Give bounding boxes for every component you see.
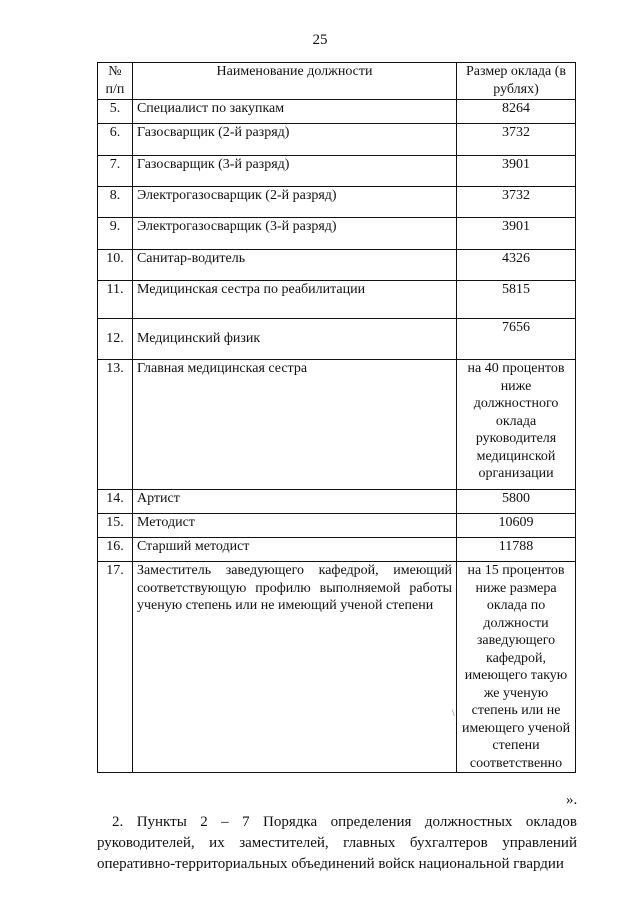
row-salary: 5815 bbox=[457, 281, 576, 319]
row-number: 8. bbox=[98, 187, 133, 218]
table-row bbox=[98, 281, 576, 319]
row-number: 5. bbox=[98, 100, 133, 124]
table-row bbox=[98, 514, 576, 538]
body-paragraph: 2. Пункты 2 – 7 Порядка определения должностных окладов руководителей, их заместителей, главных бухгалтеров управлений оперативно-территориальных объединений войск национальной гвардии bbox=[97, 814, 577, 872]
row-salary: 3732 bbox=[457, 124, 576, 156]
row-position: Медицинская сестра по реабилитации bbox=[132, 281, 456, 319]
table-row bbox=[98, 360, 576, 490]
header-salary: Размер оклада (в рублях) bbox=[457, 63, 576, 100]
table-row bbox=[98, 562, 576, 773]
row-position: Старший методист bbox=[132, 538, 456, 562]
row-position: Медицинский физик bbox=[132, 319, 456, 360]
row-salary: 7656 bbox=[457, 319, 576, 360]
table-row bbox=[98, 490, 576, 514]
row-position: Методист bbox=[132, 514, 456, 538]
row-position: Санитар-водитель bbox=[132, 250, 456, 281]
row-salary: 10609 bbox=[457, 514, 576, 538]
row-position: Заместитель заведующего кафедрой, имеющий соответствующую профилю выполняемой работы ученую степень или не имеющий ученой степени bbox=[132, 562, 456, 773]
row-salary: на 15 процентов ниже размера оклада по должности заведующего кафедрой, имеющего такую же ученую степень или не имеющего ученой степени соответственно bbox=[457, 562, 576, 773]
table-row bbox=[98, 156, 576, 187]
table-row bbox=[98, 187, 576, 218]
salary-table bbox=[97, 62, 576, 773]
table-row bbox=[98, 218, 576, 250]
table-row bbox=[98, 319, 576, 360]
header-number: № п/п bbox=[98, 63, 133, 100]
row-position: Электрогазосварщик (3-й разряд) bbox=[132, 218, 456, 250]
row-salary: 3732 bbox=[457, 187, 576, 218]
row-salary: на 40 процентов ниже должностного оклада руководителя медицинской организации bbox=[457, 360, 576, 490]
row-number: 13. bbox=[98, 360, 133, 490]
row-number: 11. bbox=[98, 281, 133, 319]
row-number: 7. bbox=[98, 156, 133, 187]
table-row bbox=[98, 250, 576, 281]
row-position: Специалист по закупкам bbox=[132, 100, 456, 124]
row-number: 14. bbox=[98, 490, 133, 514]
table-row bbox=[98, 100, 576, 124]
table-row bbox=[98, 538, 576, 562]
row-number: 17. bbox=[98, 562, 133, 773]
row-number: 9. bbox=[98, 218, 133, 250]
stray-mark: \ bbox=[452, 708, 455, 718]
row-number: 12. bbox=[98, 319, 133, 360]
row-salary: 11788 bbox=[457, 538, 576, 562]
row-number: 15. bbox=[98, 514, 133, 538]
row-salary: 8264 bbox=[457, 100, 576, 124]
table-row bbox=[98, 124, 576, 156]
page-number: 25 bbox=[312, 32, 328, 48]
row-position: Главная медицинская сестра bbox=[132, 360, 456, 490]
table-header-row bbox=[98, 63, 576, 100]
row-salary: 4326 bbox=[457, 250, 576, 281]
row-number: 16. bbox=[98, 538, 133, 562]
row-number: 6. bbox=[98, 124, 133, 156]
row-position: Электрогазосварщик (2-й разряд) bbox=[132, 187, 456, 218]
row-salary: 3901 bbox=[457, 218, 576, 250]
row-position: Газосварщик (3-й разряд) bbox=[132, 156, 456, 187]
closing-quote: ». bbox=[566, 792, 578, 808]
header-name: Наименование должности bbox=[132, 63, 456, 100]
row-salary: 3901 bbox=[457, 156, 576, 187]
row-position: Артист bbox=[132, 490, 456, 514]
row-salary: 5800 bbox=[457, 490, 576, 514]
row-number: 10. bbox=[98, 250, 133, 281]
row-position: Газосварщик (2-й разряд) bbox=[132, 124, 456, 156]
